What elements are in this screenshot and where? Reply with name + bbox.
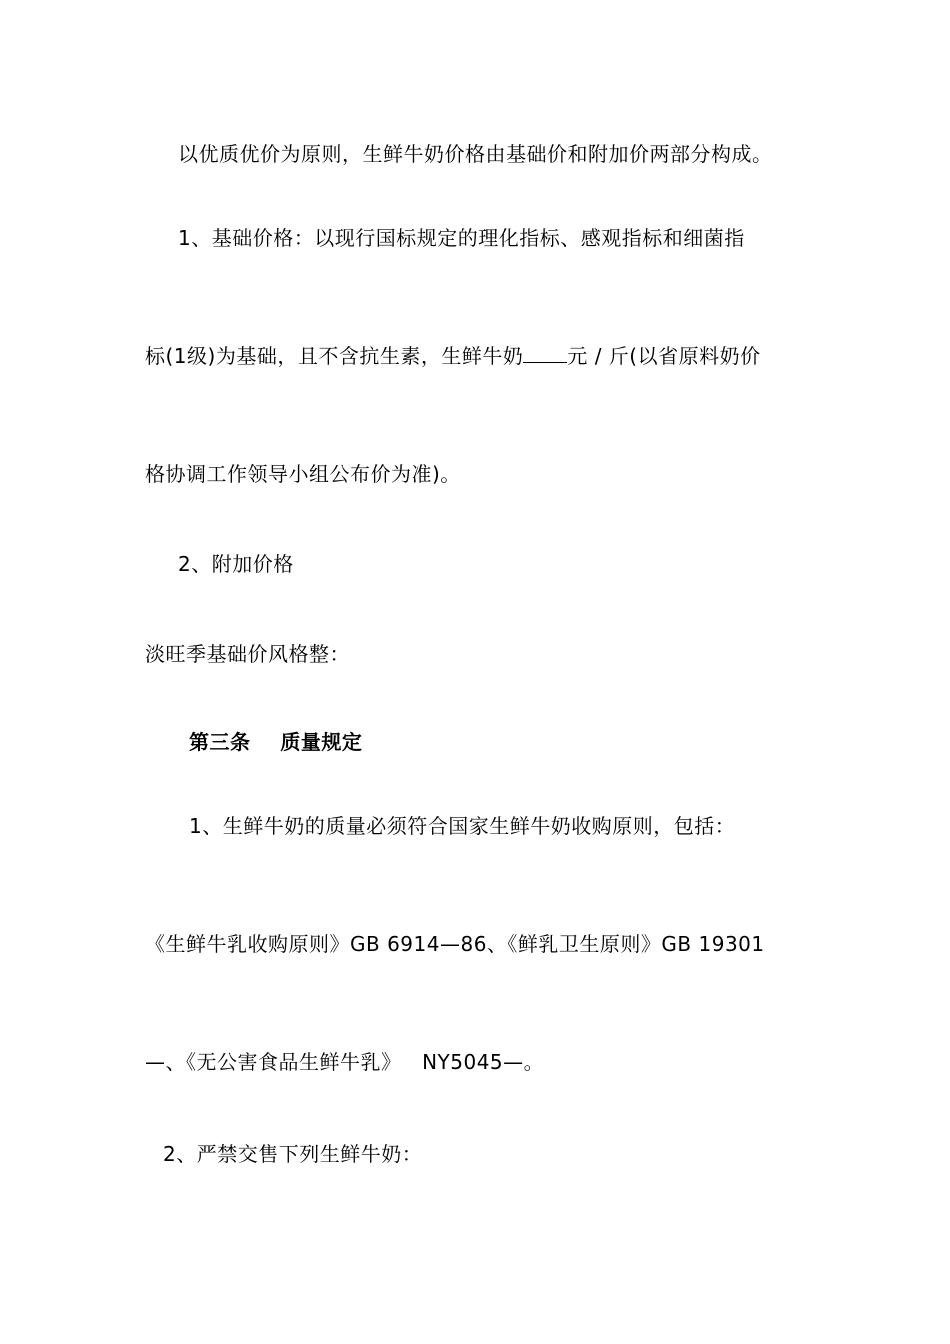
paragraph-season-adjust: 淡旺季基础价风格整： [145, 642, 350, 666]
base-price-text-after-blank: 元 / 斤(以省原料奶价 [567, 344, 761, 368]
price-blank-underline [523, 344, 567, 363]
paragraph-quality-standards-end: —、《无公害食品生鲜牛乳》 NY5045—。 [145, 1050, 545, 1074]
paragraph-pricing-principle: 以优质优价为原则，生鲜牛奶价格由基础价和附加价两部分构成。 [178, 142, 773, 166]
base-price-text-before-blank: 标(1级)为基础，且不含抗生素，生鲜牛奶 [145, 344, 524, 368]
paragraph-prohibited: 2、严禁交售下列生鲜牛奶： [163, 1142, 423, 1166]
paragraph-quality-standards-list: 《生鲜牛乳收购原则》GB 6914—86、《鲜乳卫生原则》GB 19301 [145, 932, 765, 956]
article-heading: 第三条 质量规定 [189, 730, 363, 754]
paragraph-additional-price: 2、附加价格 [178, 552, 294, 576]
paragraph-base-price: 1、基础价格：以现行国标规定的理化指标、感观指标和细菌指 [178, 226, 745, 250]
paragraph-base-price-continued [145, 342, 761, 370]
paragraph-base-price-end: 格协调工作领导小组公布价为准)。 [145, 462, 461, 486]
paragraph-quality-standards: 1、生鲜牛奶的质量必须符合国家生鲜牛奶收购原则，包括： [189, 814, 736, 838]
